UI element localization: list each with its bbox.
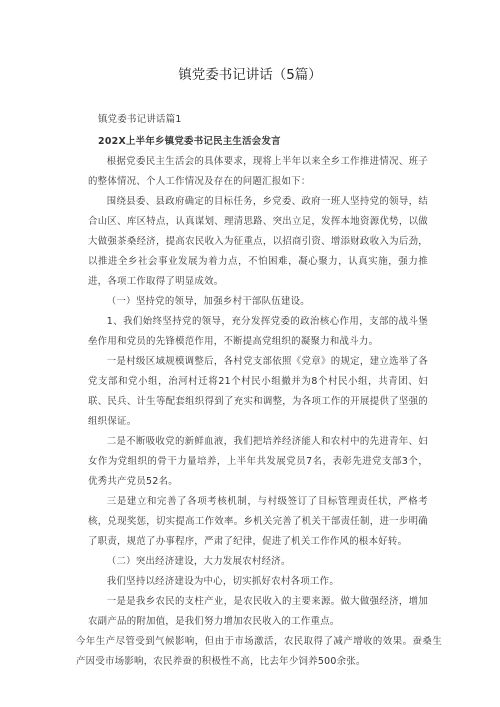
document-body <box>76 110 442 672</box>
paragraph: 一是村级区域规模调整后，各村党支部依照《党章》的规定，建立选举了各党支部和党小组，治河村迁将21个村民小组撤并为8个村民小组，共青团、妇联、民兵、计生等配套组织得到了充实和调整，为各项工作的开展提供了坚强的组织保证。 <box>88 356 428 427</box>
paragraph: 围绕县委、县政府确定的目标任务，乡党委、政府一班人坚持党的领导，结合山区、库区特点，认真谋划、理清思路、突出立足，发挥本地资源优势，以做大做强茶桑经济，提高农民收入为征重点，以招商引资、增添财政收入为后劲，以推进全乡社会事业发展为着力点，不怕困难，凝心聚力，认真实施，强力推进，各项工作取得了明显成效。 <box>88 196 428 287</box>
paragraph: 一是是我乡农民的支柱产业，是农民收入的主要来源。做大做强经济，增加农副产品的附加值，是我们努力增加农民收入的工作重点。 <box>88 596 428 627</box>
paragraph: 根据党委民主生活会的具体要求，现将上半年以来全乡工作推进情况、班子的整体情况、个人工作情况及存在的问题汇报如下： <box>88 156 428 187</box>
paragraph: 1、我们始终坚持党的领导，充分发挥党委的政治核心作用，支部的战斗堡垒作用和党员的先锋模范作用，不断提高党组织的凝聚力和战斗力。 <box>88 316 428 347</box>
section-heading: （一）坚持党的领导，加强乡村干部队伍建设。 <box>106 296 310 307</box>
speech-title: 202X上半年乡镇党委书记民主生活会发言 <box>98 136 281 147</box>
section-heading: （二）突出经济建设，大力发展农村经济。 <box>106 556 291 567</box>
paragraph: 三是建立和完善了各项考核机制，与村级签订了目标管理责任状，严格考核，兑现奖惩，切实提高工作效率。乡机关完善了机关干部责任制，进一步明确了职责，规范了办事程序，严肃了纪律，促进了机关工作作风的根本好转。 <box>88 496 428 547</box>
section-subtitle: 镇党委书记讲话篇1 <box>98 114 182 125</box>
paragraph: 我们坚持以经济建设为中心，切实抓好农村各项工作。 <box>106 576 339 587</box>
paragraph: 今年生产尽管受到气候影响，但由于市场激活，农民取得了减产增收的效果。蚕桑生产因受市场影响，农民养蚕的积极性不高，比去年少饲养500余张。 <box>76 636 442 667</box>
document-title: 镇党委书记讲话（5篇） <box>178 67 322 83</box>
paragraph: 二是不断吸收党的新鲜血液，我们把培养经济能人和农村中的先进青年、妇女作为党组织的骨干力量培养，上半年共发展党员7名，表彰先进党支部3个，优秀共产党员52名。 <box>88 436 428 487</box>
